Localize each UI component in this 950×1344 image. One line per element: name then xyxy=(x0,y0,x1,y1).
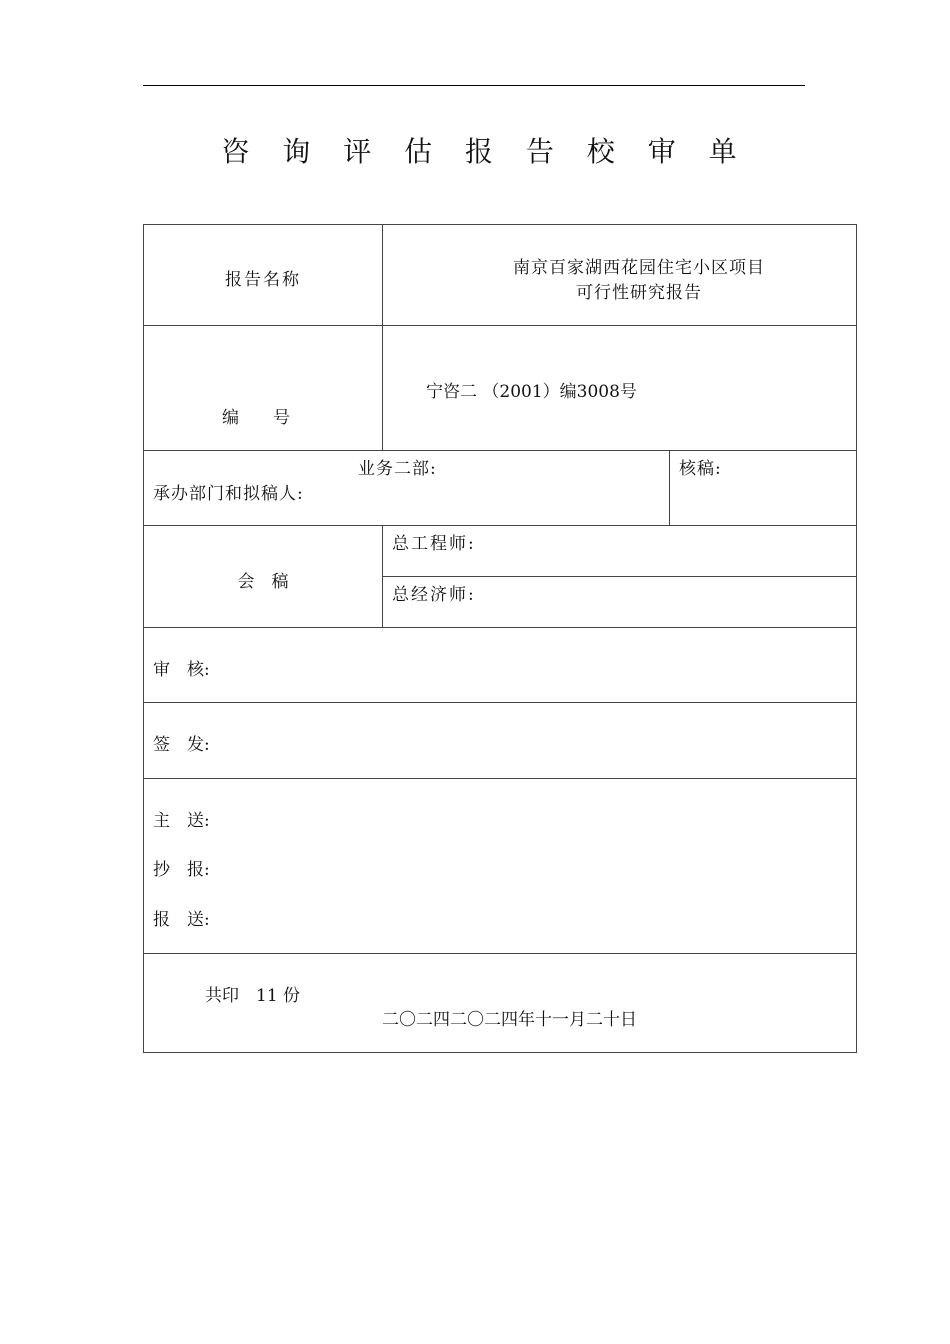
department-label: 承办部门和拟稿人: xyxy=(153,484,304,504)
number-label: 编 号 xyxy=(222,408,290,428)
department-value: 业务二部: xyxy=(358,459,437,479)
cc-label: 抄 报: xyxy=(153,860,210,880)
row-divider xyxy=(144,325,856,326)
row-divider xyxy=(144,778,856,779)
row-divider xyxy=(144,627,856,628)
chief-engineer-label: 总工程师: xyxy=(392,534,476,554)
row-divider xyxy=(144,450,856,451)
number-value: 宁咨二 （2001）编3008号 xyxy=(426,382,637,402)
report-name-value-line1: 南京百家湖西花园住宅小区项目 xyxy=(513,258,765,278)
date-text: 二〇二四二〇二四年十一月二十日 xyxy=(382,1010,637,1030)
chief-economist-label: 总经济师: xyxy=(392,585,476,605)
page-title: 咨 询 评 估 报 告 校 审 单 xyxy=(221,135,749,168)
row-divider xyxy=(144,953,856,954)
column-divider xyxy=(382,225,383,450)
row-divider xyxy=(144,525,856,526)
issue-label: 签 发: xyxy=(153,735,210,755)
review-draft-label: 核稿: xyxy=(679,459,722,479)
top-rule xyxy=(143,85,805,86)
countersign-label: 会 稿 xyxy=(237,572,289,592)
audit-label: 审 核: xyxy=(153,660,210,680)
column-divider xyxy=(382,525,383,627)
column-divider xyxy=(669,450,670,525)
report-name-value-line2: 可行性研究报告 xyxy=(576,283,702,303)
report-to-label: 报 送: xyxy=(153,910,210,930)
main-to-label: 主 送: xyxy=(153,811,210,831)
review-form xyxy=(143,224,857,1053)
row-divider xyxy=(144,702,856,703)
report-name-label: 报告名称 xyxy=(225,270,301,290)
copies-text: 共印 11 份 xyxy=(205,986,301,1006)
row-divider xyxy=(383,576,856,577)
